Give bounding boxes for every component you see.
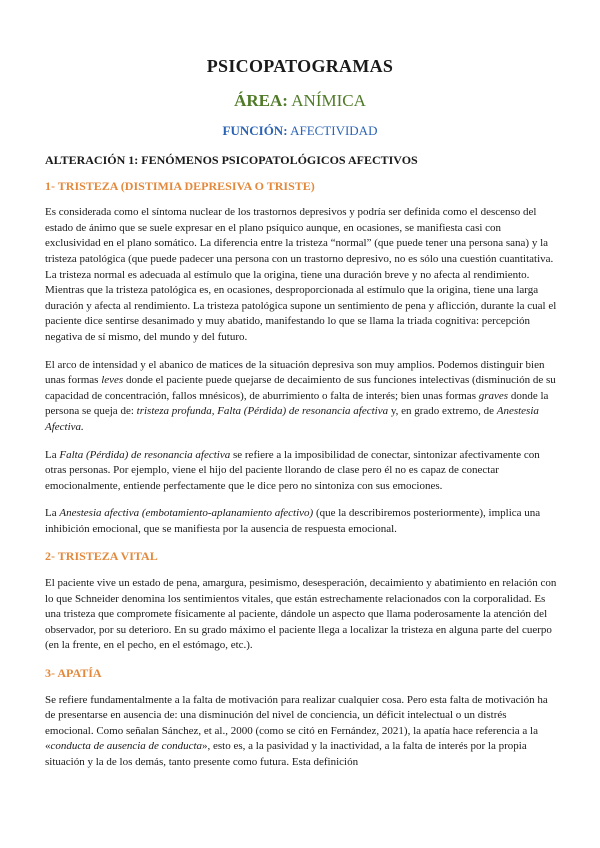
italic-term: tristeza profunda, Falta (Pérdida) de resonancia afectiva (136, 405, 389, 418)
italic-term: conducta de ausencia de conducta (50, 740, 203, 753)
italic-term: Falta (Pérdida) de resonancia afectiva (59, 448, 231, 461)
paragraph: Es considerada como el síntoma nuclear de los trastornos depresivos y podría ser definida como el descenso del estado de ánimo que se suele expresar en el plano psíquico aunque, en ocasiones, se manifiesta casi con exclusividad en el plano somático. La diferencia entre la tristeza “normal” (que puede tener una persona sana) y la tristeza patológica (que puede padecer una persona con un trastorno depresivo, no es sólo una cuestión cuantitativa. La tristeza normal es adecuada al estímulo que la origina, tiene una duración breve y no afecta al rendimiento. Mientras que la tristeza patológica es, en ocasiones, desproporcionada al estímulo que la origina, tiene una larga duración y afecta al rendimiento. La tristeza patológica supone un sentimiento de pena y aflicción, durante la cual el paciente dice sentirse desanimado y muy abatido, manifestando lo que se llama la triada cognitiva: percepción negativa de sí mismo, del mundo y del futuro. (45, 206, 557, 343)
section-heading-tristeza: 1- TRISTEZA (DISTIMIA DEPRESIVA O TRISTE) (45, 178, 315, 193)
area-label: ÁREA: (234, 91, 288, 110)
text-run: Se refiere fundamentalmente a la falta de motivación para realizar cualquier cosa. Pero esta falta de motivación ha de presentarse en ausencia de: una disminución del nivel de conciencia, un déficit intelectual o un distrés emocional. Como señalan Sánchez, et al., 2000 (como se citó en Fernández, 2021), la apatía hace referencia a la « (45, 693, 548, 753)
function-value: AFECTIVIDAD (290, 123, 378, 138)
section-heading-tristeza-vital: 2- TRISTEZA VITAL (45, 549, 158, 564)
italic-term: leves (101, 374, 124, 387)
area-heading (0, 91, 600, 111)
area-value: ANÍMICA (291, 91, 366, 110)
text-run: se refiere a la imposibilidad de conectar, sintonizar afectivamente con otras personas. Por ejemplo, viene el hijo del paciente llorando de clase pero él no es capaz de conectar emocionalmente, entiende perfectamente que le dice pero no sintoniza con sus emociones. (45, 448, 540, 492)
paragraph (45, 693, 557, 771)
text-run: La (45, 507, 60, 520)
text-run: », esto es, a la pasividad y la inactividad, a la falta de interés por la propia situación y la de los demás, tanto presente como futura. Esta definición (45, 740, 527, 768)
italic-term: Anestesia Afectiva. (45, 405, 539, 433)
document-body (45, 153, 557, 783)
paragraph (45, 358, 557, 436)
section-heading-apatia: 3- APATÍA (45, 666, 102, 681)
function-label: FUNCIÓN: (222, 123, 288, 138)
italic-term: Anestesia afectiva (embotamiento-aplanamiento afectivo) (59, 507, 314, 520)
text-run: (que la describiremos posteriormente), implica una inhibición emocional, que se manifiesta por la ausencia de respuesta emocional. (45, 507, 541, 535)
text-run: y, en grado extremo, de (388, 405, 497, 418)
document-title: PSICOPATOGRAMAS (206, 56, 394, 76)
italic-term: graves (478, 389, 509, 402)
text-run: donde la persona se queja de: (45, 389, 549, 418)
text-run: donde el paciente puede quejarse de decaimiento de sus funciones intelectivas (disminución de su capacidad de concentración, fallos mnésicos), de aburrimiento o falta de interés; bien unas formas (45, 374, 556, 402)
text-run: El arco de intensidad y el abanico de matices de la situación depresiva son muy amplios. Podemos distinguir bien unas formas (45, 358, 545, 387)
alteration-heading: ALTERACIÓN 1: FENÓMENOS PSICOPATOLÓGICOS AFECTIVOS (45, 153, 418, 167)
paragraph (45, 448, 557, 495)
function-heading (0, 123, 600, 139)
paragraph (45, 506, 557, 537)
paragraph: El paciente vive un estado de pena, amargura, pesimismo, desesperación, decaimiento y abatimiento en relación con lo que Schneider denomina los sentimientos vitales, que están estrechamente relacionados con la corporalidad. Es una tristeza que compromete físicamente al paciente, dándole un aspecto que llama poderosamente la atención del observador, por su deterioro. En su grado máximo el paciente llega a localizar la tristeza en alguna parte del cuerpo (en la frente, en el pecho, en el estómago, etc.). (45, 577, 557, 652)
text-run: La (45, 448, 60, 461)
